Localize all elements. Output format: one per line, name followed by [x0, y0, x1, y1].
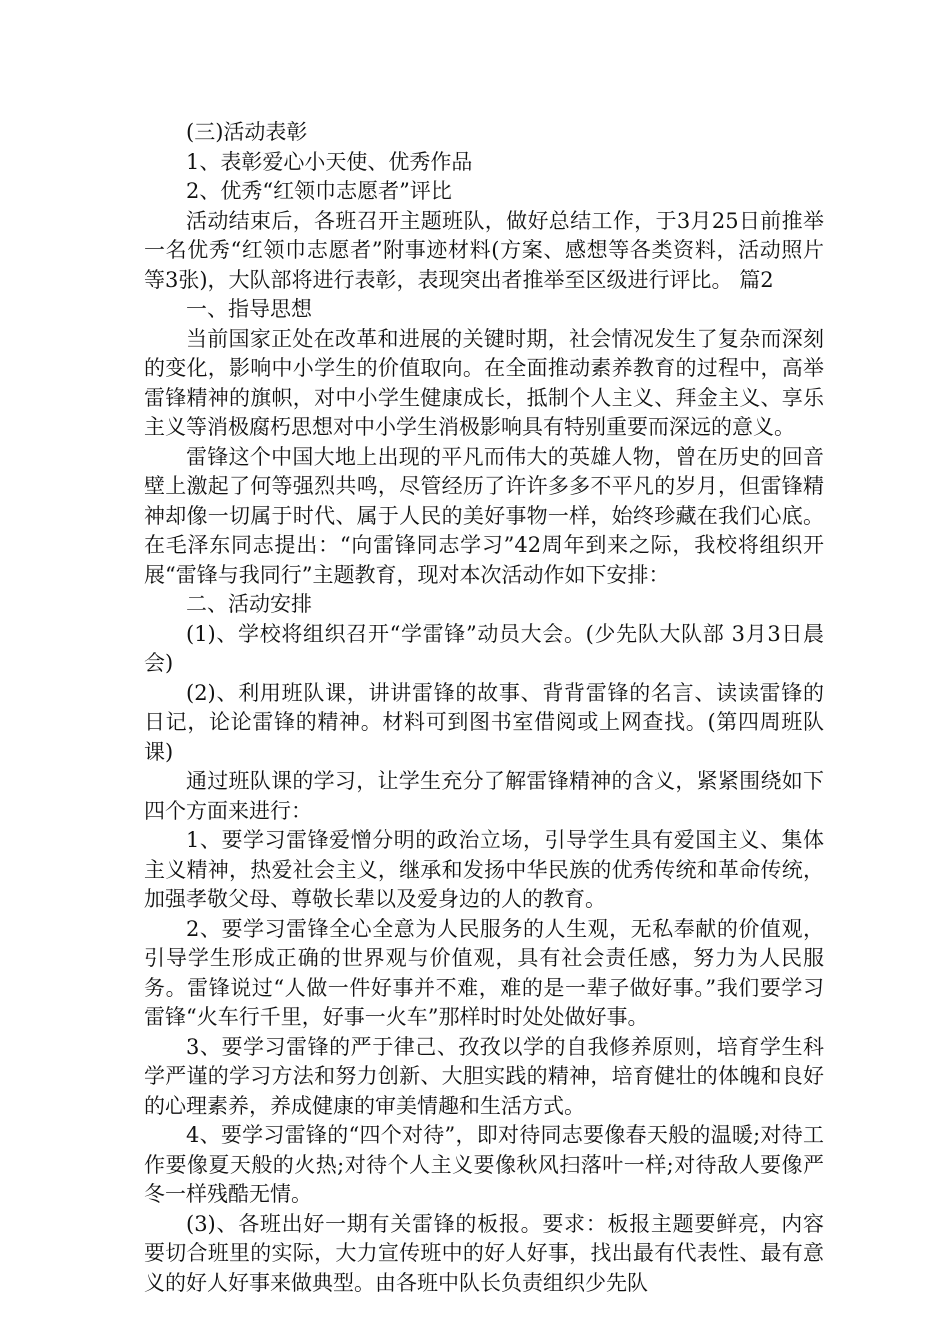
paragraph-aspect-1: 1、要学习雷锋爱憎分明的政治立场，引导学生具有爱国主义、集体主义精神，热爱社会主义，继承和发扬中华民族的优秀传统和革命传统，加强孝敬父母、尊敬长辈以及爱身边的人的教育。: [144, 828, 824, 911]
paragraph-section-three-heading: (三)活动表彰: [186, 120, 308, 144]
paragraph-leifeng-intro: 雷锋这个中国大地上出现的平凡而伟大的英雄人物，曾在历史的回音壁上激起了何等强烈共鸣，尽管经历了许许多多不平凡的岁月，但雷锋精神却像一切属于时代、属于人民的美好事物一样，始终珍藏在我们心底。在毛泽东同志提出：“向雷锋同志学习”42周年到来之际，我校将组织开展“雷锋与我同行”主题教育，现对本次活动作如下安排：: [144, 444, 824, 587]
document-body: [144, 118, 824, 1298]
paragraph-class-study: 通过班队课的学习，让学生充分了解雷锋精神的含义，紧紧围绕如下四个方面来进行：: [144, 769, 824, 823]
paragraph-guiding-ideology-body: 当前国家正处在改革和进展的关键时期，社会情况发生了复杂而深刻的变化，影响中小学生的价值取向。在全面推动素养教育的过程中，高举雷锋精神的旗帜，对中小学生健康成长，抵制个人主义、拜金主义、享乐主义等消极腐朽思想对中小学生消极影响具有特别重要而深远的意义。: [144, 326, 824, 439]
paragraph-aspect-3: 3、要学习雷锋的严于律己、孜孜以学的自我修养原则，培育学生科学严谨的学习方法和努力创新、大胆实践的精神，培育健壮的体魄和良好的心理素养，养成健康的审美情趣和生活方式。: [144, 1034, 824, 1118]
paragraph-activity-summary: 活动结束后，各班召开主题班队，做好总结工作，于3月25日前推举一名优秀“红领巾志愿者”附事迹材料(方案、感想等各类资料，活动照片等3张)，大队部将进行表彰，表现突出者推举至区级进行评比。 篇2: [144, 208, 824, 292]
paragraph-guiding-ideology-heading: 一、指导思想: [186, 297, 312, 321]
paragraph-arrangement-3: (3)、各班出好一期有关雷锋的板报。要求：板报主题要鲜亮，内容要切合班里的实际，大力宣传班中的好人好事，找出最有代表性、最有意义的好人好事来做典型。由各班中队长负责组织少先队: [144, 1211, 824, 1295]
paragraph-commend-item-2: 2、优秀“红领巾志愿者”评比: [186, 179, 452, 203]
paragraph-arrangement-2: (2)、利用班队课，讲讲雷锋的故事、背背雷锋的名言、读读雷锋的日记，论论雷锋的精神。材料可到图书室借阅或上网查找。(第四周班队课): [144, 680, 824, 764]
paragraph-arrangement-1: (1)、学校将组织召开“学雷锋”动员大会。(少先队大队部 3月3日晨会): [144, 621, 824, 675]
paragraph-commend-item-1: 1、表彰爱心小天使、优秀作品: [186, 149, 473, 174]
paragraph-activity-arrangement-heading: 二、活动安排: [186, 592, 312, 616]
paragraph-aspect-2: 2、要学习雷锋全心全意为人民服务的人生观，无私奉献的价值观，引导学生形成正确的世界观与价值观，具有社会责任感，努力为人民服务。雷锋说过“人做一件好事并不难，难的是一辈子做好事。”我们要学习雷锋“火车行千里，好事一火车”那样时时处处做好事。: [144, 916, 824, 1029]
paragraph-aspect-4: 4、要学习雷锋的“四个对待”，即对待同志要像春天般的温暖;对待工作要像夏天般的火热;对待个人主义要像秋风扫落叶一样;对待敌人要像严冬一样残酷无情。: [144, 1123, 824, 1206]
